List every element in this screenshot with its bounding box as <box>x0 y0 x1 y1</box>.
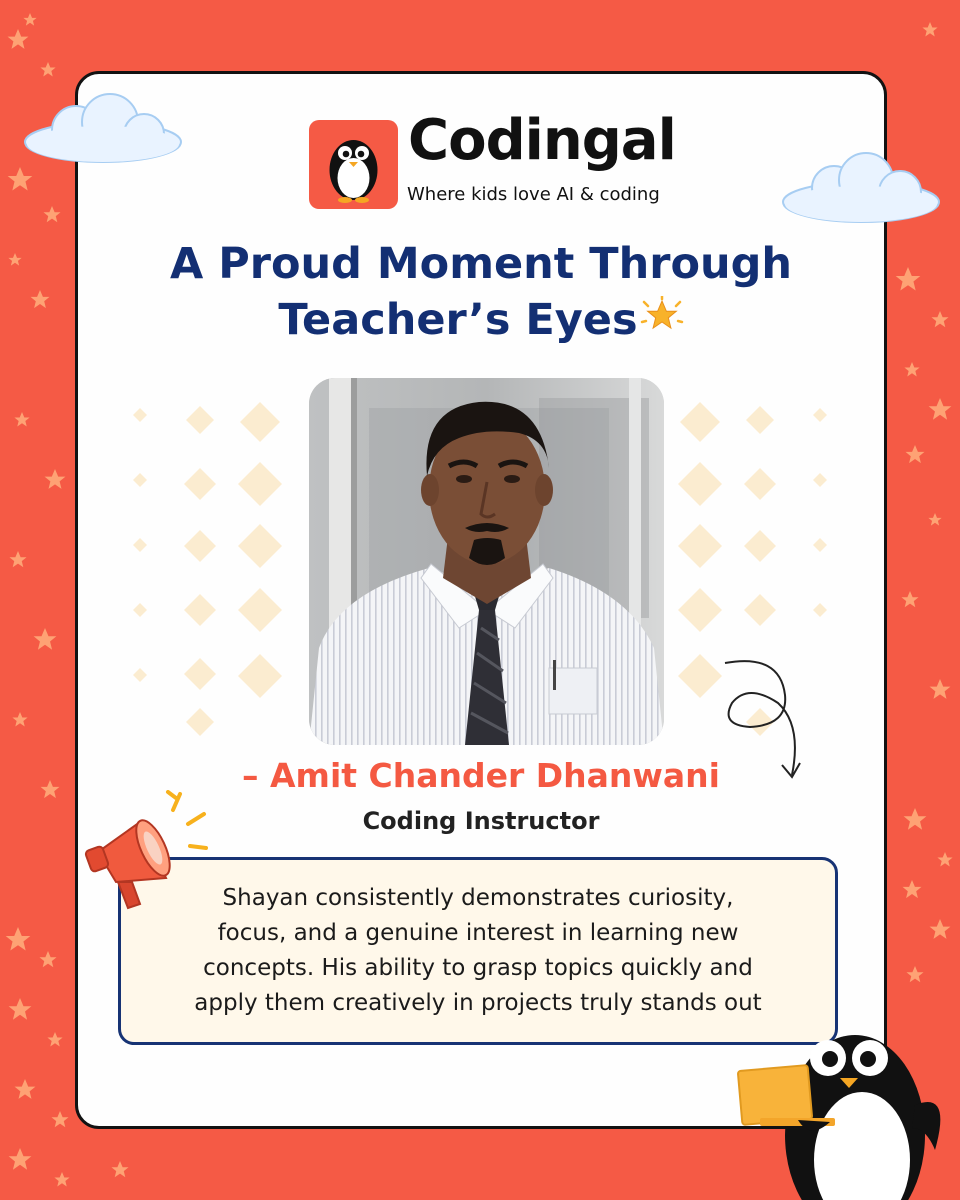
teacher-name: – Amit Chander Dhanwani <box>242 756 720 795</box>
cloud-icon <box>776 152 946 230</box>
teacher-portrait-photo <box>309 378 664 745</box>
cloud-icon <box>18 92 188 170</box>
testimonial-text <box>194 881 761 1021</box>
megaphone-icon <box>78 790 208 910</box>
glowing-star-icon <box>640 296 684 336</box>
penguin-mascot-icon <box>730 1010 960 1200</box>
testimonial-line: Shayan consistently demonstrates curiosity, <box>222 885 734 911</box>
penguin-icon <box>309 120 398 209</box>
title-line-2: Teacher’s Eyes <box>278 295 638 345</box>
title-line-1: A Proud Moment Through <box>169 239 792 289</box>
teacher-role: Coding Instructor <box>362 807 600 835</box>
brand-name: Codingal <box>408 108 676 173</box>
testimonial-line: concepts. His ability to grasp topics quickly and <box>203 955 753 981</box>
codingal-logo[interactable] <box>309 120 398 209</box>
brand-tagline: Where kids love AI & coding <box>407 184 660 205</box>
testimonial-line: focus, and a genuine interest in learning new <box>217 920 739 946</box>
testimonial-line: apply them creatively in projects truly stands out <box>194 990 762 1016</box>
page-title <box>75 236 887 348</box>
